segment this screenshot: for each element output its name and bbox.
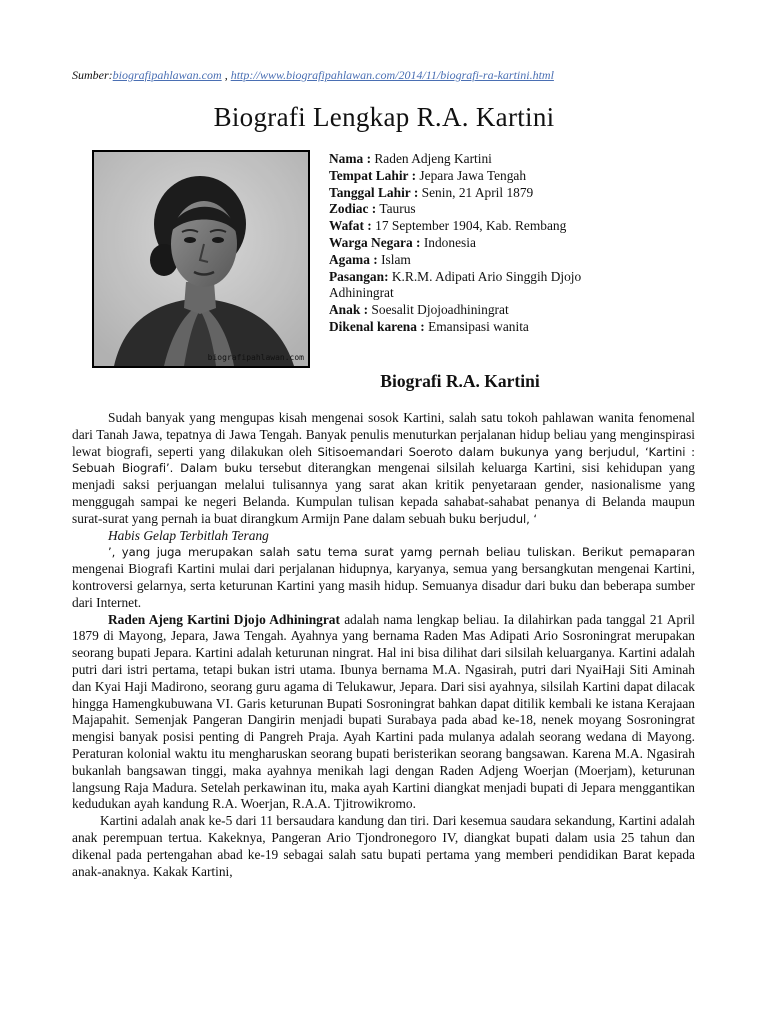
fact-value: Emansipasi wanita bbox=[424, 318, 529, 334]
fact-value: Raden Adjeng Kartini bbox=[371, 151, 492, 166]
section-heading: Biografi R.A. Kartini bbox=[380, 371, 540, 391]
fact-label: Tempat Lahir : bbox=[329, 167, 417, 183]
fact-value: Soesalit Djojoadhiningrat bbox=[368, 302, 509, 318]
paragraph-lineage bbox=[72, 612, 695, 814]
fact-religion bbox=[329, 252, 629, 269]
fact-label: Warga Negara : bbox=[329, 234, 421, 250]
fact-name bbox=[329, 151, 629, 168]
source-line bbox=[72, 68, 712, 83]
fact-label: Zodiac : bbox=[329, 201, 377, 217]
fact-birthplace bbox=[329, 168, 629, 185]
source-separator: , bbox=[221, 68, 231, 82]
fact-label: Pasangan: bbox=[329, 268, 389, 284]
fact-death bbox=[329, 218, 629, 235]
full-name: Raden Ajeng Kartini Djojo Adhiningrat bbox=[108, 611, 340, 627]
source-prefix: Sumber: bbox=[72, 68, 113, 82]
fact-label: Wafat : bbox=[329, 218, 372, 234]
photo-watermark: biografipahlawan.com bbox=[207, 353, 304, 362]
fact-value: Senin, 21 April 1879 bbox=[418, 184, 534, 200]
page-title: Biografi Lengkap R.A. Kartini bbox=[213, 102, 555, 132]
fact-value: Islam bbox=[377, 251, 411, 267]
fact-child bbox=[329, 302, 629, 319]
fact-zodiac bbox=[329, 201, 629, 218]
paragraph-text: mengenai Biografi Kartini mulai dari perjalanan hidupnya, karyanya, semua yang bersangkutan mengenai Kartini, kontroversi gelarnya, serta keturunan Kartini yang masih hidup. Semuanya disadur dari buku dan beberapa sumber dari Internet. bbox=[72, 561, 695, 610]
fact-label: Tanggal Lahir : bbox=[329, 184, 419, 200]
source-link-article[interactable]: http://www.biografipahlawan.com/2014/11/biografi-ra-kartini.html bbox=[230, 68, 554, 82]
portrait-photo bbox=[92, 150, 310, 368]
paragraph-text: berjudul, ‘ bbox=[479, 511, 537, 526]
paragraph-text: adalah nama lengkap beliau. Ia dilahirkan pada tanggal 21 April 1879 di Mayong, Jepara, Jawa Tengah. Ayahnya yang bernama Raden Mas Adipati Ario Sosroningrat merupakan seorang bupati Jepara. Kartini adalah keturunan ningrat. Hal ini bisa dilihat dari silsilah keluarganya. Kartini adalah putri dari istri pertama, tetapi bukan istri utama. Ibunya bernama M.A. Ngasirah, putri dari NyaiHaji Siti Aminah dan Kyai Haji Madirono, seorang guru agama di Telukawur, Jepara. Dari sisi ayahnya, silsilah Kartini dapat dilacak hingga Hamengkubuwana VI. Garis keturunan Bupati Sosroningrat bahkan dapat ditilik kembali ke istana Kerajaan Majapahit. Semenjak Pangeran Dangirin menjadi bupati Surabaya pada abad ke-18, nenek moyang Sosroningrat mengisi banyak posisi penting di Pangreh Praja. Ayah Kartini pada mulanya adalah seorang wedana di Mayong. Peraturan kolonial waktu itu mengharuskan seorang bupati beristerikan seorang bangsawan. Karena M.A. Ngasirah bukanlah bangsawan tinggi, maka ayahnya menikah lagi dengan Raden Adjeng Woerjan (Moerjam), keturunan langsung Raja Madura. Setelah perkawinan itu, maka ayah Kartini diangkat menjadi bupati di Jepara menggantikan kedudukan ayah kandung R.A. Woerjan, R.A.A. Tjitrowikromo. bbox=[72, 611, 696, 812]
source-link-site[interactable]: biografipahlawan.com bbox=[112, 68, 222, 82]
fact-label: Anak : bbox=[329, 302, 369, 318]
book-title: Habis Gelap Terbitlah Terang bbox=[108, 527, 269, 543]
fact-spouse bbox=[329, 269, 629, 303]
fact-value: Indonesia bbox=[420, 234, 476, 250]
fact-citizenship bbox=[329, 235, 629, 252]
fact-value: Jepara Jawa Tengah bbox=[416, 167, 527, 183]
paragraph-intro bbox=[72, 410, 695, 528]
fact-value: 17 September 1904, Kab. Rembang bbox=[371, 218, 567, 234]
paragraph-text: Sitisoemandari Soeroto dalam bukunya yang berjudul, ‘Kartini : Sebuah Biografi’. Dalam buku bbox=[72, 444, 695, 476]
fact-known-for bbox=[329, 319, 629, 336]
paragraph-text: ’, yang juga merupakan salah satu tema surat yamg pernah beliau tuliskan. Berikut pemaparan bbox=[108, 545, 695, 560]
fact-label: Nama : bbox=[329, 151, 372, 166]
fact-label: Agama : bbox=[329, 251, 378, 267]
paragraph-text: Sudah banyak yang mengupas kisah mengenai sosok Kartini, salah satu tokoh pahlawan wanita fenomenal dari Tanah Jawa, tepatnya di Jawa Tengah. Banyak penulis menuturkan perjalanan hidup beliau yang menginspirasi lewat biografi, seperti yang dilakukan oleh bbox=[72, 410, 695, 459]
paragraph-text: tersebut diterangkan mengenai silsilah keluarga Kartini, sisi kehidupan yang menjadi saksi perjuangan melalui tulisannya yang sarat akan kritik penyetaraan gender, nasionalisme yang menggugah sampai ke negeri Belanda. Kumpulan tulisan kepada sahabat-sahabat penanya di Belanda maupun surat-surat yang pernah ia buat dirangkum Armijn Pane dalam sebuah buku bbox=[72, 460, 695, 526]
fact-label: Dikenal karena : bbox=[329, 318, 425, 334]
paragraph-summary bbox=[72, 544, 695, 611]
fact-birthdate bbox=[329, 185, 629, 202]
paragraph-siblings: Kartini adalah anak ke-5 dari 11 bersaudara kandung dan tiri. Dari kesemua saudara sekandung, Kartini adalah anak perempuan tertua. Kakeknya, Pangeran Ario Tjondronegoro IV, diangkat bupati dalam usia 25 tahun dan dikenal pada pertengahan abad ke-19 sebagai salah satu bupati pertama yang memberi pendidikan Barat kepada anak-anaknya. Kakak Kartini, bbox=[72, 813, 695, 879]
article-body bbox=[72, 410, 695, 880]
fact-list bbox=[329, 151, 629, 336]
fact-value: K.R.M. Adipati Ario Singgih Djojo Adhiningrat bbox=[329, 268, 582, 301]
fact-value: Taurus bbox=[376, 201, 416, 217]
